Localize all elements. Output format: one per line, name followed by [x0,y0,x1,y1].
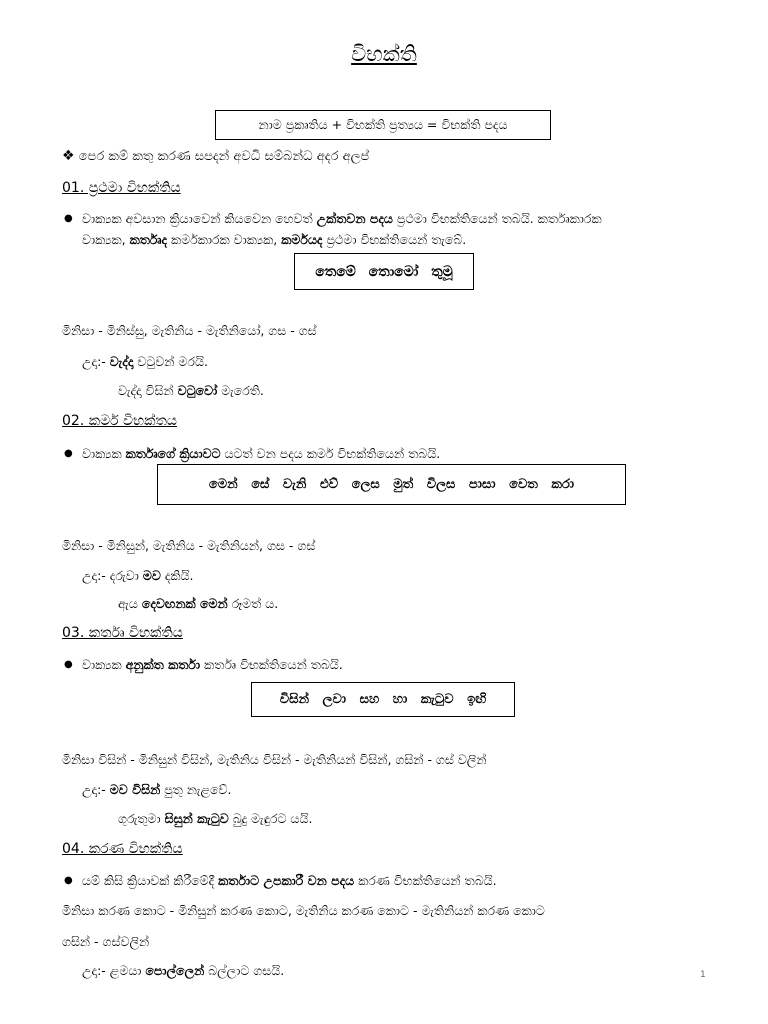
page-number: 1 [700,970,706,980]
section-1-bullet-line-1: වාක්‍යක අවසාන ක්‍රියාවෙන් කියවෙන හෙවත් උක්තවන පදය ප්‍රථමා විභක්තියෙන් තබයි. කර්තෘකාරක [82,211,602,226]
section-1-example-1: උදා:- වැද්දා වටුවන් මරයි. [82,354,208,369]
section-3-example-2: ගුරුතුමා සිසුන් කැටුව බුදු මැඳුරට යයි. [118,811,313,826]
bullet-icon: ● [64,659,73,670]
section-heading-3: 03. කර්තෘ විභක්තිය [62,625,183,641]
section-3-bullet-line-1: වාක්‍යක අනුක්ත කර්තා කර්තෘ විභක්තියෙන් තබයි. [82,657,343,672]
formula-box: නාම ප්‍රකෘතිය + විභක්ති ප්‍රත්‍යය = විභක්ති පදය [215,110,551,140]
section-2-keyword-box: මෙන් සේ වැනි එව් ලෙස මුත් විලස පාසා වෙත කරා [157,464,626,505]
section-4-forms-1: මිනිසා කරණ කොට - මිනිසුන් කරණ කොට, මැතිනිය කරණ කොට - මැතිනියන් කරණ කොට [62,903,545,918]
section-2-example-1: උදා:- දරුවා මව දකියි. [82,568,194,583]
diamond-bullet-icon: ❖ [62,148,75,164]
section-2-example-2: ඇය දෙවඟනක් මෙන් රූමත් ය. [118,596,279,611]
section-1-bullet-line-2: වාක්‍යක, කර්තෘද කර්මකාරක වාක්‍යක, කර්මයද ප්‍රථමා විභක්තියෙන් තැබේ. [82,232,467,247]
section-3-keyword-box: විසින් ලවා සහ හා කැටුව ඉඟි [251,682,515,717]
section-1-keyword-box: තෙමේ තොමෝ තුමූ [294,253,474,290]
bullet-icon: ● [64,875,73,886]
section-1-example-2: වැද්දා විසින් වටුවෝ මැරෙති. [118,383,264,398]
section-3-forms: මිනිසා විසින් - මිනිසුන් විසින්, මැතිනිය විසින් - මැතිනියන් විසින්, ගසින් - ගස් වලින් [62,752,487,767]
page-title: විභක්ති [351,42,417,66]
section-3-example-1: උදා:- මව විසින් පුතු නැළවේ. [82,782,232,797]
section-2-bullet-line-1: වාක්‍යක කර්තෘගේ ක්‍රියාවට යටත් වන පදය කර්ම විභක්තියෙන් තබයි. [82,446,441,461]
intro-text: පෙර කම් කතු කරණ සපදන් අවධි සම්බන්ධ අදර අලප් [78,149,370,164]
section-4-example-1: උදා:- ළමයා පොල්ලෙන් බල්ලාට ගසයි. [82,963,285,978]
intro-line [62,148,369,164]
section-heading-1: 01. ප්‍රථමා විභක්තිය [62,180,181,196]
section-heading-4: 04. කරණ විභක්තිය [62,841,183,857]
section-heading-2: 02. කර්ම විභක්තය [62,413,177,429]
section-4-forms-2: ගසින් - ගස්වලින් [62,934,150,949]
bullet-icon: ● [64,213,73,224]
section-1-forms: මිනිසා - මිනිස්සු, මැතිනිය - මැතිනියෝ, ගස - ගස් [62,323,317,338]
bullet-icon: ● [64,448,73,459]
section-4-bullet-line-1: යම් කිසි ක්‍රියාවක් කිරීමේදී කර්තාට උපකාරී වන පදය කරණ විභක්තියෙන් තබයි. [82,873,497,888]
section-2-forms: මිනිසා - මිනිසුන්, මැතිනිය - මැතිනියන්, ගස - ගස් [62,538,316,553]
